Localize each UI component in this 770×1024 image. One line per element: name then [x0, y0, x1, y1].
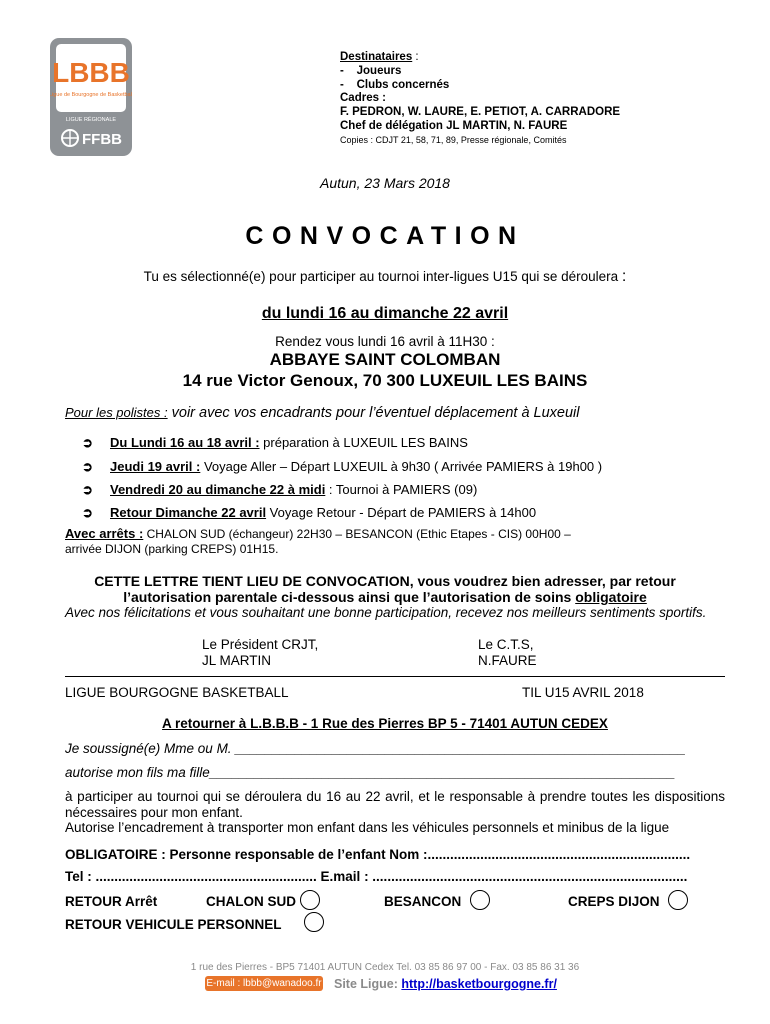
- cadres-names: F. PEDRON, W. LAURE, E. PETIOT, A. CARRADORE: [340, 106, 621, 119]
- child-name-field[interactable]: autorise mon fils ma fille______________________________________________________________: [65, 765, 676, 780]
- recipients-heading: Destinataires :: [340, 51, 419, 63]
- recipients-block: [340, 51, 620, 148]
- option-vehicle-label: RETOUR VEHICULE PERSONNEL: [65, 917, 282, 932]
- polistes-note: Pour les polistes : voir avec vos encadrants pour l’éventuel déplacement à Luxeuil: [65, 405, 580, 421]
- convocation-notice: CETTE LETTRE TIENT LIEU DE CONVOCATION, vous voudrez bien adresser, par retour l’autorisation parentale ci-dessous ainsi que l’autorisation de soins obligatoire: [94, 573, 676, 605]
- return-stop-label: RETOUR Arrêt: [65, 894, 158, 909]
- slip-league-name: LIGUE BOURGOGNE BASKETBALL: [65, 685, 289, 700]
- rendezvous-line: Rendez vous lundi 16 avril à 11H30 :: [275, 334, 495, 349]
- option-chalon-radio[interactable]: [300, 890, 320, 910]
- stops-note: Avec arrêts : CHALON SUD (échangeur) 22H30 – BESANCON (Ethic Etapes - CIS) 00H00 – arrivée DIJON (parking CREPS) 01H15.: [65, 526, 571, 556]
- cadres-label: Cadres :: [340, 92, 387, 105]
- option-chalon-label: CHALON SUD: [206, 894, 296, 909]
- arrow-icon: ➲: [82, 505, 93, 520]
- divider: [65, 676, 725, 677]
- option-besancon-label: BESANCON: [384, 894, 462, 909]
- delegation-chief: Chef de délégation JL MARTIN, N. FAURE: [340, 119, 568, 132]
- option-besancon-radio[interactable]: [470, 890, 490, 910]
- site-link[interactable]: http://basketbourgogne.fr/: [401, 977, 557, 991]
- phone-email-field[interactable]: Tel : ........................................................... E.mail : ....................................................................................: [65, 869, 688, 884]
- authorization-text: à participer au tournoi qui se déroulera du 16 au 22 avril, et le responsable à prendre toutes les dispositions nécessaires pour mon enfant.: [65, 789, 725, 820]
- transport-authorization: Autorise l’encadrement à transporter mon enfant dans les véhicules personnels et minibus de la ligue: [65, 820, 670, 835]
- arrow-icon: ➲: [82, 459, 93, 474]
- signature-president: Le Président CRJT, JL MARTIN: [202, 637, 319, 668]
- schedule-item: ➲ Retour Dimanche 22 avril Voyage Retour - Départ de PAMIERS à 14h00: [82, 505, 537, 520]
- intro-text: Tu es sélectionné(e) pour participer au tournoi inter-ligues U15 qui se déroulera :: [143, 268, 627, 285]
- arrow-icon: ➲: [82, 482, 93, 497]
- lbbb-logo: [50, 38, 132, 156]
- lbbb-logo-graphic: [50, 38, 132, 156]
- arrow-icon: ➲: [82, 435, 93, 450]
- responsible-person-field[interactable]: OBLIGATOIRE : Personne responsable de l’enfant Nom :......................................................................: [65, 847, 691, 862]
- page-title: CONVOCATION: [245, 222, 525, 250]
- signature-cts: Le C.T.S, N.FAURE: [478, 637, 537, 668]
- undersigned-field[interactable]: Je soussigné(e) Mme ou M. ____________________________________________________________: [65, 741, 686, 756]
- venue-address: 14 rue Victor Genoux, 70 300 LUXEUIL LES BAINS: [182, 371, 588, 390]
- recipient-item: - Clubs concernés: [340, 78, 450, 91]
- tournament-dates: du lundi 16 au dimanche 22 avril: [261, 305, 509, 322]
- schedule-item: ➲ Jeudi 19 avril : Voyage Aller – Départ LUXEUIL à 9h30 ( Arrivée PAMIERS à 19h00 ): [82, 459, 603, 474]
- return-address: A retourner à L.B.B.B - 1 Rue des Pierres BP 5 - 71401 AUTUN CEDEX: [162, 716, 608, 731]
- schedule-item: ➲ Du Lundi 16 au 18 avril : préparation à LUXEUIL LES BAINS: [82, 435, 468, 450]
- footer-site: Site Ligue: http://basketbourgogne.fr/: [334, 977, 557, 991]
- svg-text:LIGUE RÉGIONALE: LIGUE RÉGIONALE: [65, 117, 117, 123]
- recipient-item: - Joueurs: [340, 64, 402, 77]
- option-creps-label: CREPS DIJON: [568, 894, 660, 909]
- congratulations-text: Avec nos félicitations et vous souhaitant une bonne participation, recevez nos meilleurs sentiments sportifs.: [65, 605, 707, 620]
- footer-address: 1 rue des Pierres - BP5 71401 AUTUN Cedex Tel. 03 85 86 97 00 - Fax. 03 85 86 31 36: [190, 962, 580, 973]
- slip-event-name: TIL U15 AVRIL 2018: [522, 685, 644, 700]
- option-creps-radio[interactable]: [668, 890, 688, 910]
- svg-text:LBBB: LBBB: [52, 57, 130, 88]
- option-vehicle-radio[interactable]: [304, 912, 324, 932]
- schedule-item: ➲ Vendredi 20 au dimanche 22 à midi : Tournoi à PAMIERS (09): [82, 482, 478, 497]
- svg-text:Ligue de Bourgogne de Basketba: Ligue de Bourgogne de Basketball: [50, 92, 132, 98]
- copies-line: Copies : CDJT 21, 58, 71, 89, Presse régionale, Comités: [340, 134, 567, 145]
- letter-date: Autun, 23 Mars 2018: [320, 175, 450, 191]
- venue-name: ABBAYE SAINT COLOMBAN: [269, 350, 501, 369]
- svg-text:FFBB: FFBB: [82, 131, 122, 148]
- footer-email[interactable]: E-mail : lbbb@wanadoo.fr: [206, 978, 322, 989]
